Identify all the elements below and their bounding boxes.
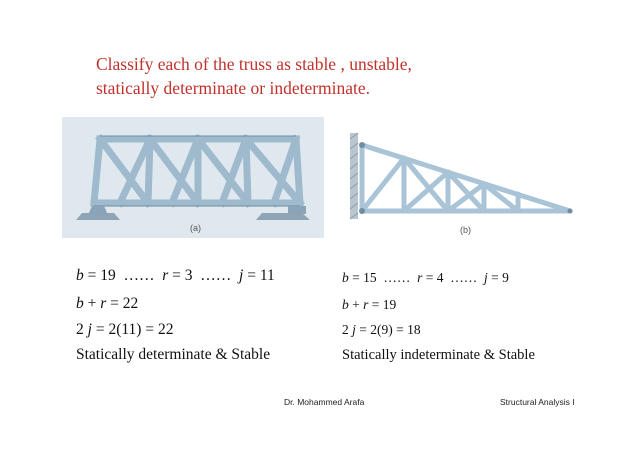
left-two-j-val: 22 [157, 321, 174, 338]
left-j: 11 [259, 267, 275, 284]
slide-title [96, 52, 566, 100]
left-b: 19 [100, 267, 116, 284]
title-line-1: Classify each of the truss as stable , unstable, [96, 54, 412, 74]
right-j: 9 [502, 270, 509, 285]
right-two-j: 2(9) [370, 322, 393, 337]
title-line-2: statically determinate or indeterminate. [96, 78, 371, 98]
truss-figure-b [348, 127, 580, 242]
left-r: 3 [184, 267, 193, 284]
left-eq-3: 2 j = 2(11) = 22 [76, 321, 174, 338]
right-two-j-val: 18 [407, 322, 421, 337]
roller-support-a [288, 206, 306, 214]
right-sum: 19 [382, 297, 397, 312]
right-r: 4 [436, 270, 444, 285]
left-eq-2: b + r = 22 [76, 295, 139, 312]
right-ground [256, 213, 310, 220]
wall-pin-top [359, 142, 365, 148]
truss-b-members [362, 145, 570, 211]
truss-figure-a [62, 117, 324, 238]
left-conclusion: Statically determinate & Stable [76, 346, 271, 363]
right-eq-3: 2 j = 2(9) = 18 [342, 322, 421, 337]
footer-author: Dr. Mohammed Arafa [284, 397, 365, 407]
figure-b-caption: (b) [460, 225, 471, 235]
wall-pin-bottom [359, 208, 365, 214]
right-eq-2: b + r = 19 [342, 297, 397, 312]
left-two-j: 2(11) [108, 321, 142, 338]
left-eq-1: b = 19 …… r = 3 …… j = 11 [76, 267, 275, 284]
figure-a-caption: (a) [190, 223, 201, 233]
right-eq-1: b = 15 …… r = 4 …… j = 9 [342, 270, 509, 285]
left-sum: 22 [122, 295, 139, 312]
tip-pin [568, 209, 573, 214]
footer-course: Structural Analysis I [500, 397, 575, 407]
right-b: 15 [363, 270, 377, 285]
right-conclusion: Statically indeterminate & Stable [342, 347, 535, 363]
